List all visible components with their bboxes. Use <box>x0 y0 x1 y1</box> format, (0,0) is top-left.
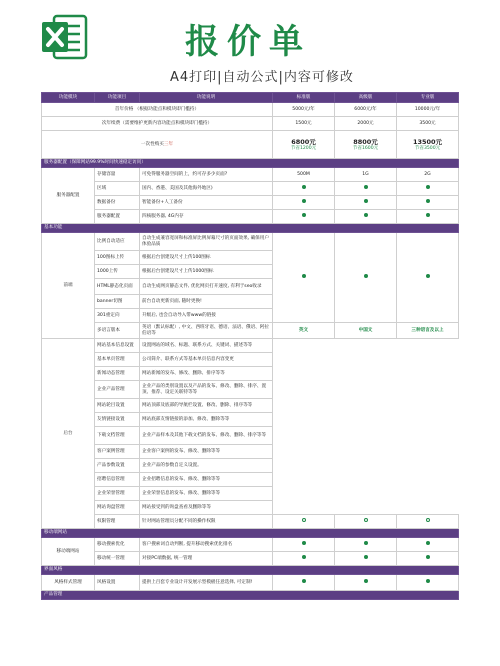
promo-save-advanced: 节省1600元 <box>352 145 379 151</box>
feature-desc: 企业客户案例的发布、修改、删除等等 <box>140 445 273 459</box>
table-row <box>42 413 459 427</box>
feature-item: 网站基本信息设置 <box>95 339 140 353</box>
feature-desc: 根据后台创建设尺寸上传1000图标 <box>140 265 273 279</box>
renewal-label: 次年续费（需要维护更新内容功能点和模块即门槛持） <box>42 117 273 131</box>
feature-item: 客户案例管理 <box>95 445 140 459</box>
feature-item: 服务器配置 <box>95 210 140 224</box>
promo-advanced <box>335 131 397 159</box>
table-row <box>42 459 459 473</box>
feature-desc: 自动生成兼容宽屏和标准屏比例屏幕尺寸的页面效果, 确保用户体验品质 <box>140 233 273 251</box>
value-cell: 500M <box>273 168 335 182</box>
table-row <box>42 381 459 399</box>
feature-item: 区域 <box>95 182 140 196</box>
feature-desc: 可免得服务器空间的上，约可存多少页面? <box>140 168 273 182</box>
section-mobile-label: 移动端网站 <box>42 529 459 538</box>
bullet-icon <box>426 213 430 217</box>
table-row <box>42 196 459 210</box>
feature-item: 301重定向 <box>95 309 140 323</box>
header-item: 功能项目 <box>95 93 140 103</box>
feature-desc: 四核服务器, 4G内存 <box>140 210 273 224</box>
value-cell <box>335 575 397 591</box>
bullet-icon <box>364 555 368 559</box>
value-cell <box>397 210 459 224</box>
circle-outline-icon <box>364 518 368 522</box>
value-cell <box>335 552 397 566</box>
table-row <box>42 210 459 224</box>
table-row <box>42 552 459 566</box>
header-standard: 标准版 <box>273 93 335 103</box>
value-cell <box>335 233 397 323</box>
bullet-icon <box>364 185 368 189</box>
feature-item: 友情链接设置 <box>95 413 140 427</box>
table-row <box>42 538 459 552</box>
circle-outline-icon <box>302 518 306 522</box>
feature-item: 产品参数设置 <box>95 459 140 473</box>
bullet-icon <box>426 555 430 559</box>
value-cell <box>335 196 397 210</box>
table-row <box>42 233 459 251</box>
feature-item: HTML静态化页面 <box>95 279 140 295</box>
value-cell <box>273 210 335 224</box>
feature-desc: 网站底部友情链接的添加、修改、删除等等 <box>140 413 273 427</box>
value-cell <box>397 538 459 552</box>
feature-item: banner切图 <box>95 295 140 309</box>
value-cell <box>397 182 459 196</box>
header-advanced: 高级版 <box>335 93 397 103</box>
section-basic-label: 基本功能 <box>42 224 459 233</box>
feature-item: 网站询盘管理 <box>95 501 140 515</box>
bullet-icon <box>302 555 306 559</box>
bullet-icon <box>302 199 306 203</box>
value-cell <box>335 538 397 552</box>
bullet-icon <box>364 199 368 203</box>
bullet-icon <box>302 579 306 583</box>
feature-desc: 前台自动更新页面, 随时更换! <box>140 295 273 309</box>
promo-label <box>42 131 273 159</box>
value-cell <box>335 210 397 224</box>
promo-pro <box>397 131 459 159</box>
promo-price-pro: 13500元 <box>412 137 443 146</box>
page-title: 报价单 <box>185 22 311 62</box>
section-product-label: 产品管理 <box>42 591 459 600</box>
feature-item: 基本单页管理 <box>95 353 140 367</box>
feature-item: 比例自动适应 <box>95 233 140 251</box>
promo-highlight: 三年 <box>163 141 174 147</box>
value-cell <box>273 575 335 591</box>
table-row <box>42 353 459 367</box>
feature-desc: 设置网站的域名、标题、联系方式、关键词、描述等等 <box>140 339 273 353</box>
feature-item: 权限管理 <box>95 515 140 529</box>
promo-save-standard: 节省1200元 <box>290 145 317 151</box>
value-cell: 2G <box>397 168 459 182</box>
feature-item: 新闻动态管理 <box>95 367 140 381</box>
bullet-icon <box>426 199 430 203</box>
header-module: 功能模块 <box>42 93 95 103</box>
feature-item: 企业产品管理 <box>95 381 140 399</box>
value-cell: 英文 <box>273 323 335 339</box>
table-row <box>42 339 459 353</box>
mobile-rows <box>42 538 459 566</box>
feature-desc: 企业产品的类别设置以及产品的发布、修改、删除、排序、置顶、推荐、设定关联特等等 <box>140 381 273 399</box>
feature-desc: 企业招聘信息的发布、修改、删除等等 <box>140 473 273 487</box>
bullet-icon <box>302 213 306 217</box>
value-cell <box>397 515 459 529</box>
section-style-label: 界面风格 <box>42 566 459 575</box>
annual-label: 首年价格 （根据功能点和模块即门槛持） <box>42 103 273 117</box>
header-pro: 专业版 <box>397 93 459 103</box>
feature-item: 招聘信息管理 <box>95 473 140 487</box>
promo-price-advanced: 8800元 <box>353 137 378 146</box>
renewal-advanced: 2000元 <box>335 117 397 131</box>
annual-advanced: 6000元/年 <box>335 103 397 117</box>
value-cell <box>397 196 459 210</box>
value-cell <box>335 182 397 196</box>
table-row <box>42 367 459 381</box>
value-cell <box>273 552 335 566</box>
feature-desc: 根据后台创建设尺寸上传100图标 <box>140 251 273 265</box>
bullet-icon <box>426 541 430 545</box>
feature-item: 企业荣誉管理 <box>95 487 140 501</box>
group-label: 服务器配置 <box>42 168 95 224</box>
value-cell <box>273 233 335 323</box>
feature-item: 100图标上传 <box>95 251 140 265</box>
quote-table <box>41 92 459 600</box>
table-row <box>42 323 459 339</box>
section-style <box>42 566 459 575</box>
bullet-icon <box>302 185 306 189</box>
value-cell <box>273 182 335 196</box>
feature-desc: 网站接受到的询盘查看及删除等等 <box>140 501 273 515</box>
feature-desc: 国内、香港、美国及其他海外地区) <box>140 182 273 196</box>
value-cell: 三种语言及以上 <box>397 323 459 339</box>
renewal-pro: 3500元 <box>397 117 459 131</box>
feature-item: 移动搜索优化 <box>95 538 140 552</box>
table-row <box>42 487 459 501</box>
header-desc: 功能说明 <box>140 93 273 103</box>
basic-rows <box>42 233 459 339</box>
page-subtitle: A4打印|自动公式|内容可修改 <box>170 70 354 85</box>
feature-item: 存储容量 <box>95 168 140 182</box>
feature-desc: 企业产品样本及其他下载文档的发布、修改、删除、排序等等 <box>140 427 273 445</box>
promo-prefix: 一次性购买 <box>140 141 164 147</box>
bullet-icon <box>302 541 306 545</box>
section-server <box>42 159 459 168</box>
value-cell <box>397 552 459 566</box>
feature-desc: 对接PC端数据, 统一管理 <box>140 552 273 566</box>
feature-desc: 智能备份+人工备份 <box>140 196 273 210</box>
feature-item: 多语言版本 <box>95 323 140 339</box>
renewal-standard: 1500元 <box>273 117 335 131</box>
feature-desc: 企业产品的参数自定义设置。 <box>140 459 273 473</box>
section-mobile <box>42 529 459 538</box>
backend-rows <box>42 339 459 529</box>
annual-standard: 5000元/年 <box>273 103 335 117</box>
table-row <box>42 501 459 515</box>
value-cell <box>273 538 335 552</box>
table-row <box>42 168 459 182</box>
feature-item: 1000上传 <box>95 265 140 279</box>
feature-desc: 提供上百套专业设计开发展示型模板任意选择, 可定制! <box>140 575 273 591</box>
feature-desc: 网站顶部及底部的导航栏设置、修改、删除、排序等等 <box>140 399 273 413</box>
page-header <box>0 0 500 90</box>
feature-item: 数据备份 <box>95 196 140 210</box>
section-server-label: 服务器配置（保障网站99.9%时间快速稳定访问） <box>42 159 459 168</box>
value-cell: 1G <box>335 168 397 182</box>
feature-desc: 客户搜索词自动判断, 提升移动搜索优化排名 <box>140 538 273 552</box>
bullet-icon <box>364 213 368 217</box>
section-product <box>42 591 459 600</box>
feature-item: 网站轮目设置 <box>95 399 140 413</box>
bullet-icon <box>364 579 368 583</box>
annual-price-row <box>42 103 459 117</box>
style-rows <box>42 575 459 591</box>
feature-item: 移动统一管理 <box>95 552 140 566</box>
feature-desc: 企业荣誉信息的发布、修改、删除等等 <box>140 487 273 501</box>
renewal-row <box>42 117 459 131</box>
feature-desc: 针对网站管理员分配不同的操作权限 <box>140 515 273 529</box>
feature-item: 下载文档管理 <box>95 427 140 445</box>
table-row <box>42 445 459 459</box>
group-label: 后台 <box>42 339 95 529</box>
group-label: 前端 <box>42 233 95 339</box>
annual-pro: 10000元/年 <box>397 103 459 117</box>
value-cell <box>335 515 397 529</box>
excel-logo-icon <box>40 12 88 62</box>
feature-item: 风格设置 <box>95 575 140 591</box>
feature-desc: 网站新闻的发布、修改、删除、排序等等 <box>140 367 273 381</box>
section-basic <box>42 224 459 233</box>
bullet-icon <box>426 579 430 583</box>
server-rows <box>42 168 459 224</box>
table-row <box>42 473 459 487</box>
feature-desc: 公司简介、联系方式等基本单页信息内容变更 <box>140 353 273 367</box>
value-cell <box>273 515 335 529</box>
bullet-icon <box>364 274 368 278</box>
feature-desc: 英语（默认标配）, 中文、西班牙语、德语、法语、俄语、阿拉伯语等 <box>140 323 273 339</box>
value-cell <box>397 575 459 591</box>
circle-outline-icon <box>426 518 430 522</box>
bullet-icon <box>364 541 368 545</box>
promo-price-standard: 6800元 <box>291 137 316 146</box>
table-row <box>42 427 459 445</box>
promo-row <box>42 131 459 159</box>
table-row <box>42 575 459 591</box>
table-row <box>42 182 459 196</box>
group-label: 风格样式管理 <box>42 575 95 591</box>
feature-desc: 自动生成网页静态文件, 优化网页打开速度, 有利于seo收录 <box>140 279 273 295</box>
table-row <box>42 399 459 413</box>
value-cell: 中国文 <box>335 323 397 339</box>
table-row <box>42 515 459 529</box>
feature-desc: 升级后, 也会自动导入带www的链接 <box>140 309 273 323</box>
value-cell <box>273 196 335 210</box>
group-label: 移动端网站 <box>42 538 95 566</box>
promo-save-pro: 节省3500元 <box>414 145 441 151</box>
bullet-icon <box>302 274 306 278</box>
bullet-icon <box>426 274 430 278</box>
promo-standard <box>273 131 335 159</box>
bullet-icon <box>426 185 430 189</box>
table-header <box>42 93 459 103</box>
value-cell <box>397 233 459 323</box>
